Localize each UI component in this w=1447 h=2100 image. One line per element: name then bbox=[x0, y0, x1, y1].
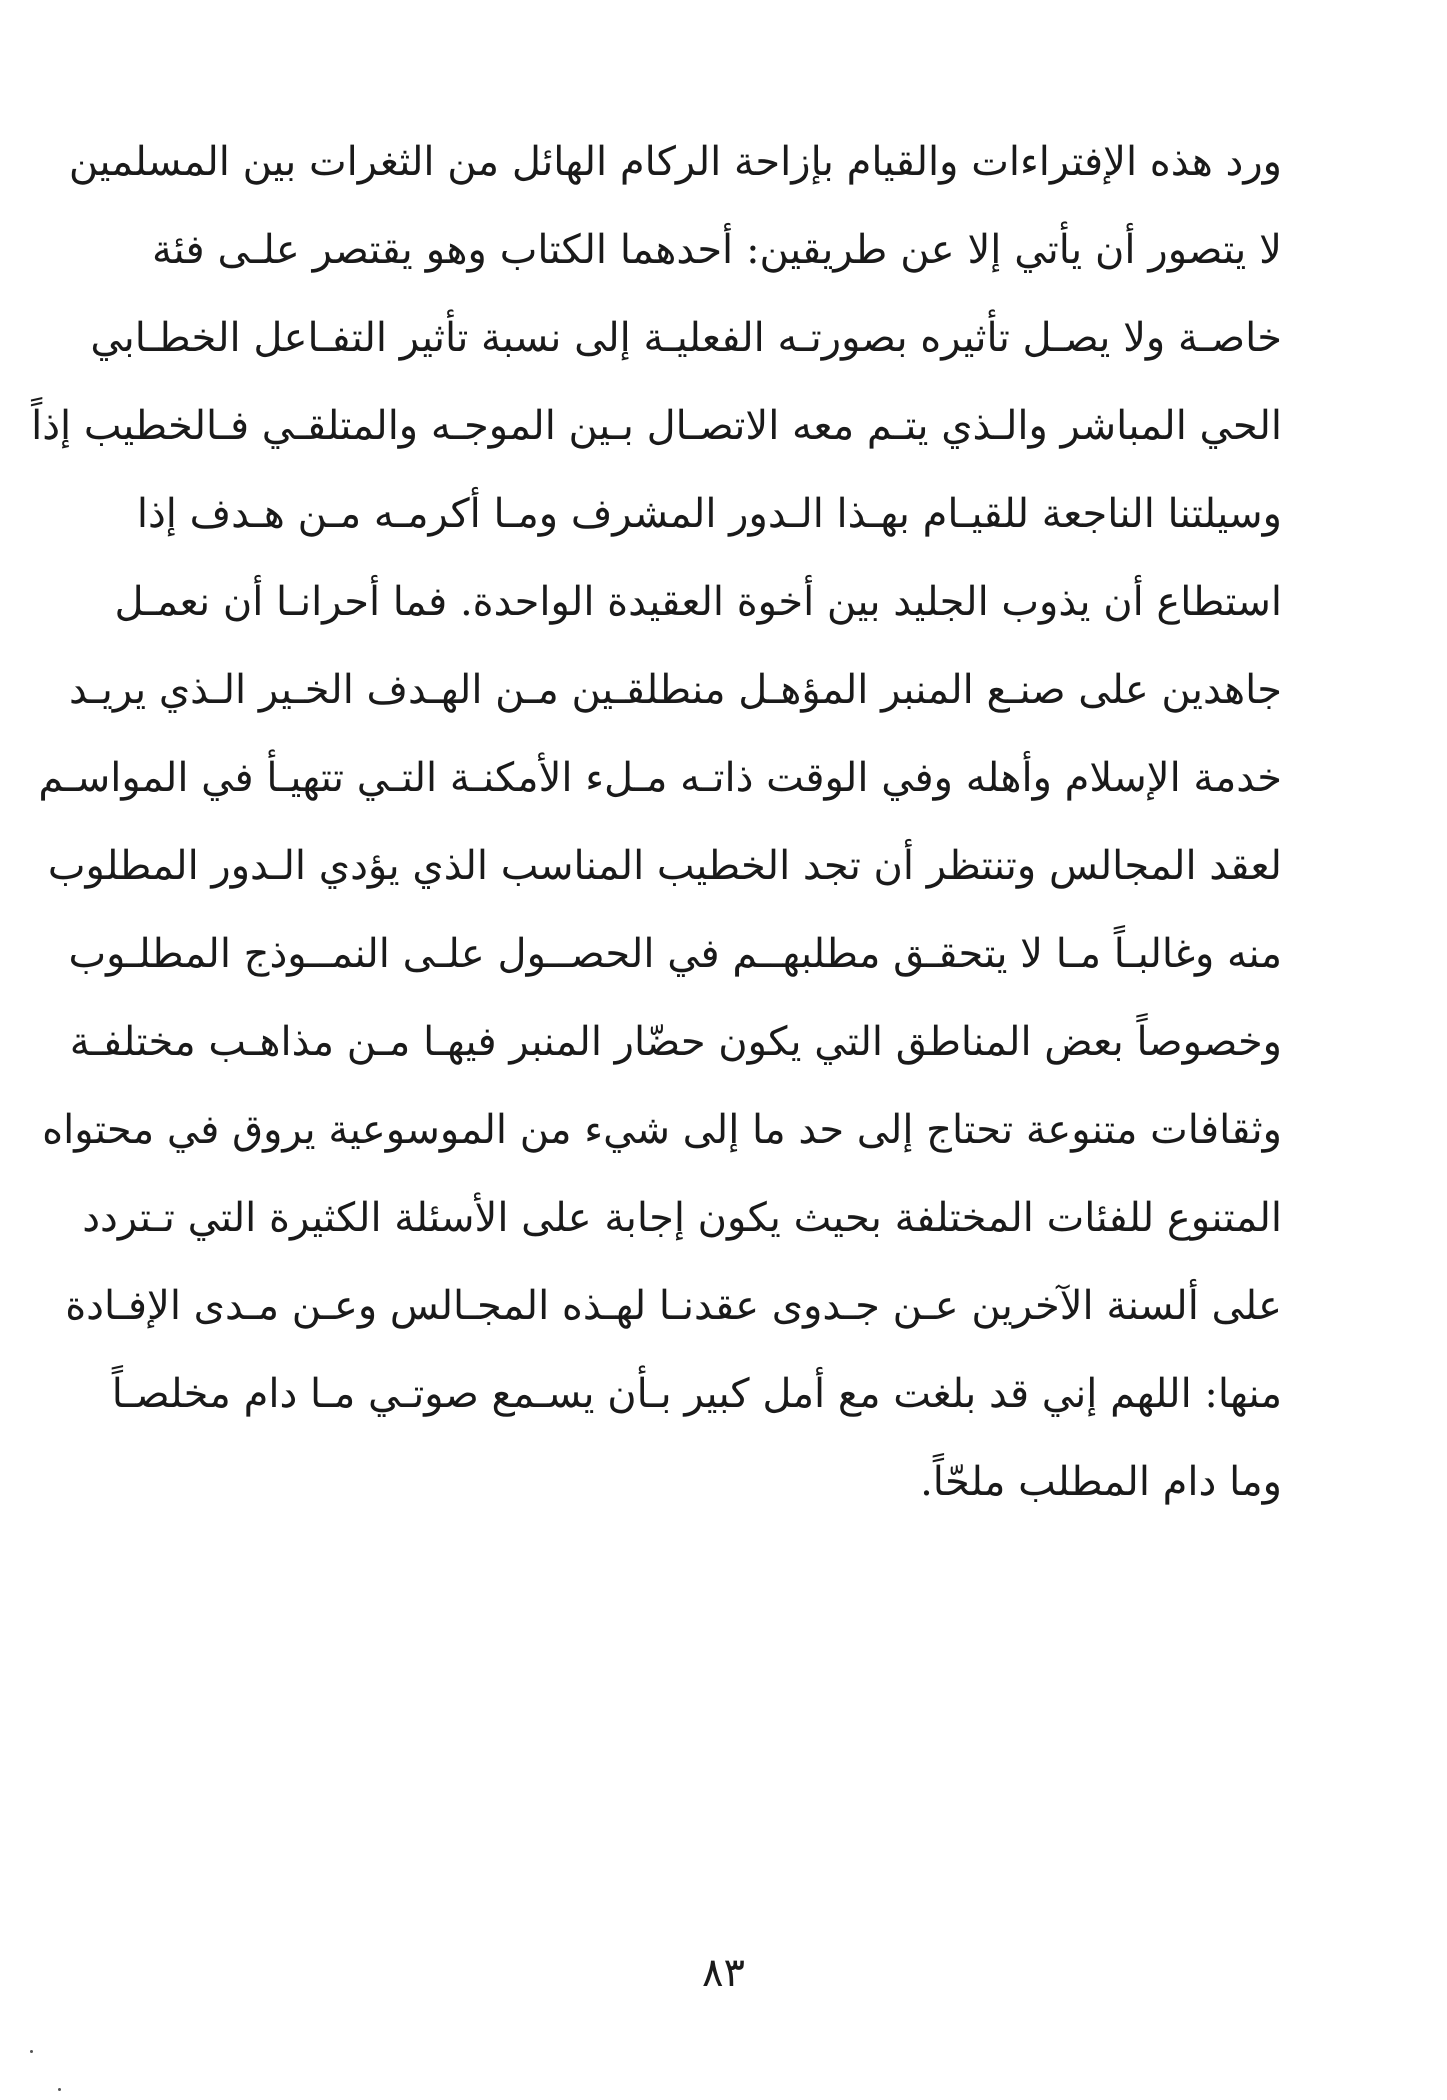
text-line: ورد هذه الإفتراءات والقيام بإزاحة الركام الهائل من الثغرات بين المسلمين bbox=[68, 139, 1282, 185]
text-line: استطاع أن يذوب الجليد بين أخوة العقيدة الواحدة. فما أحرانـا أن نعمـل bbox=[114, 579, 1282, 625]
text-line: وسيلتنا الناجعة للقيـام بهـذا الـدور المشرف ومـا أكرمـه مـن هـدف إذا bbox=[136, 491, 1282, 537]
page-number: ٨٣ bbox=[702, 1950, 745, 1996]
text-line: وخصوصاً بعض المناطق التي يكون حضّار المنبر فيهـا مـن مذاهـب مختلفـة bbox=[69, 1019, 1282, 1065]
scan-speck bbox=[58, 2088, 61, 2091]
text-line: وثقافات متنوعة تحتاج إلى حد ما إلى شيء من الموسوعية يروق في محتواه bbox=[42, 1107, 1282, 1153]
text-line: منه وغالبـاً مـا لا يتحقـق مطلبهــم في الحصــول علـى النمــوذج المطلـوب bbox=[68, 931, 1282, 977]
text-line: المتنوع للفئات المختلفة بحيث يكون إجابة على الأسئلة الكثيرة التي تـتردد bbox=[82, 1195, 1282, 1241]
text-line: على ألسنة الآخرين عـن جـدوى عقدنـا لهـذه المجـالس وعـن مـدى الإفـادة bbox=[65, 1283, 1282, 1329]
text-line: لا يتصور أن يأتي إلا عن طريقين: أحدهما الكتاب وهو يقتصر علـى فئة bbox=[152, 227, 1282, 273]
text-line: خدمة الإسلام وأهله وفي الوقت ذاتـه مـلء الأمكنـة التـي تتهيـأ في المواسـم bbox=[38, 755, 1282, 801]
body-text bbox=[31, 118, 1282, 1526]
text-line: جاهدين على صنـع المنبر المؤهـل منطلقـين مـن الهـدف الخـير الـذي يريـد bbox=[69, 667, 1282, 713]
text-line: لعقد المجالس وتنتظر أن تجد الخطيب المناسب الذي يؤدي الـدور المطلوب bbox=[47, 843, 1282, 889]
text-line: منها: اللهم إني قد بلغت مع أمل كبير بـأن يسـمع صوتـي مـا دام مخلصـاً bbox=[111, 1371, 1282, 1417]
text-line-final: وما دام المطلب ملحّاً. bbox=[920, 1459, 1282, 1505]
text-line: الحي المباشر والـذي يتـم معه الاتصـال بـين الموجـه والمتلقـي فـالخطيب إذاً bbox=[31, 403, 1282, 449]
text-line: خاصـة ولا يصـل تأثيره بصورتـه الفعليـة إلى نسبة تأثير التفـاعل الخطـابي bbox=[90, 315, 1282, 361]
scan-speck bbox=[30, 2050, 33, 2053]
